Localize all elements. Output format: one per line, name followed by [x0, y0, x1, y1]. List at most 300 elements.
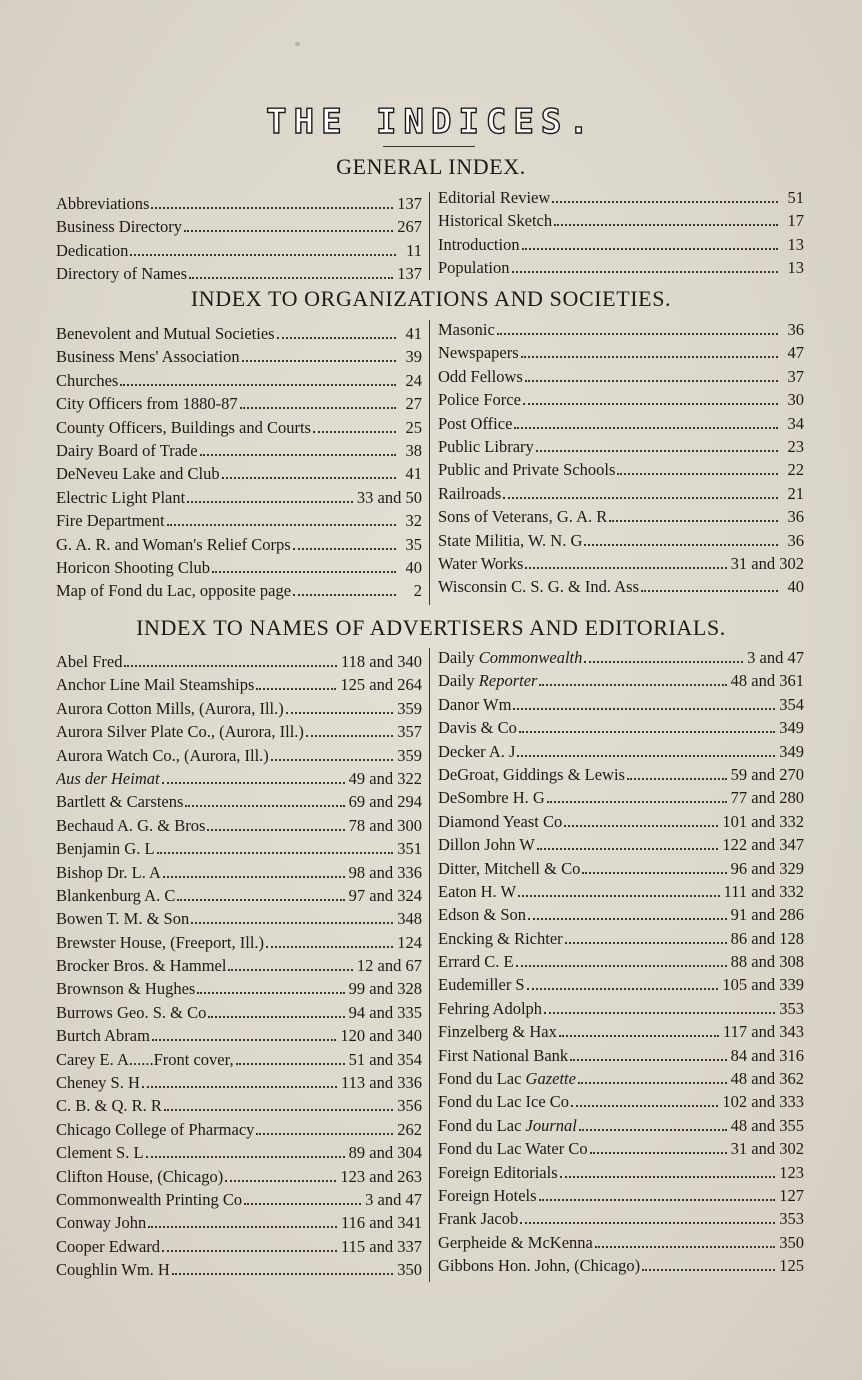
- organizations-index-left-column: [56, 322, 422, 603]
- index-entry-name: [438, 482, 501, 505]
- index-entry-page: 356: [397, 1096, 422, 1116]
- index-entry-name: [438, 927, 563, 950]
- index-entry-name: [56, 579, 291, 602]
- index-entry-title: Ditter, Mitchell & Co: [438, 858, 581, 878]
- index-entry-page: 12 and 67: [356, 956, 422, 976]
- index-entry-page: 41: [405, 464, 422, 484]
- index-entry: [438, 693, 804, 716]
- index-entry-title: G. A. R. and Woman's Relief Corps: [56, 534, 291, 554]
- index-entry-title: C. B. & Q. R. R: [56, 1096, 162, 1116]
- index-entry: [56, 1235, 422, 1258]
- dot-leader: [521, 348, 778, 358]
- index-entry: [56, 462, 422, 485]
- index-entry-name: [56, 533, 291, 556]
- dot-leader: [514, 419, 778, 429]
- dot-leader: [525, 559, 726, 569]
- index-entry-title: Railroads: [438, 483, 502, 503]
- index-entry-page: 99 and 328: [348, 979, 422, 999]
- dot-leader: [293, 586, 396, 596]
- index-entry: [438, 482, 804, 505]
- index-entry-page: 48 and 361: [730, 671, 804, 691]
- index-entry-page: 98 and 336: [348, 862, 422, 882]
- dot-leader: [225, 1172, 336, 1182]
- dot-leader: [208, 1008, 344, 1018]
- general-index-heading: GENERAL INDEX.: [336, 154, 526, 179]
- dot-leader: [271, 751, 393, 761]
- index-entry: [56, 416, 422, 439]
- dot-leader: [240, 399, 396, 409]
- index-entry-name: [438, 716, 517, 739]
- index-entry: [438, 857, 804, 880]
- index-entry-page: 267: [397, 217, 422, 237]
- index-entry-title: Dedication: [56, 240, 129, 260]
- index-entry-name: [56, 1024, 150, 1047]
- index-entry-title: Eaton H. W: [438, 881, 517, 901]
- index-entry-name: [56, 509, 165, 532]
- index-entry-page: 27: [405, 394, 422, 414]
- index-entry-page: 359: [397, 698, 422, 718]
- index-entry: [56, 1211, 422, 1234]
- index-entry-name: [56, 239, 128, 262]
- dot-leader: [130, 246, 396, 256]
- dot-leader: [172, 1265, 393, 1275]
- dot-leader: [539, 676, 726, 686]
- index-entry-page: 51: [787, 188, 804, 207]
- index-entry-title: Fehring Adolph: [438, 998, 543, 1018]
- index-entry-title: Clifton House, (Chicago): [56, 1166, 224, 1186]
- index-entry-page: 122 and 347: [722, 835, 804, 855]
- index-entry-title: Post Office: [438, 413, 513, 433]
- index-entry-name: [438, 740, 515, 763]
- dot-leader: [167, 516, 396, 526]
- index-entry-page: 350: [779, 1232, 804, 1252]
- index-entry: [438, 458, 804, 481]
- index-entry-page: 3 and 47: [365, 1189, 422, 1209]
- index-entry-name: [56, 697, 284, 720]
- index-entry: [56, 954, 422, 977]
- index-entry-name: [438, 693, 511, 716]
- index-entry-page: 40: [787, 577, 804, 597]
- index-entry-title: Masonic: [438, 320, 495, 339]
- dot-leader: [522, 240, 778, 250]
- index-entry-name: [438, 318, 495, 341]
- index-entry-page: 125 and 264: [340, 675, 422, 695]
- dot-leader: [590, 1144, 727, 1154]
- index-entry-page: 101 and 332: [722, 811, 804, 831]
- index-entry: [56, 533, 422, 556]
- index-entry: [56, 907, 422, 930]
- dot-leader: [627, 770, 727, 780]
- index-entry-page: 89 and 304: [348, 1143, 422, 1163]
- dot-leader: [609, 512, 778, 522]
- index-entry-title: Burtch Abram: [56, 1026, 150, 1046]
- index-entry: [56, 767, 422, 790]
- dot-leader: [212, 563, 396, 573]
- index-entry: [56, 579, 422, 602]
- index-entry-name: [56, 954, 226, 977]
- dot-leader: [142, 1078, 337, 1088]
- index-entry-page: 69 and 294: [348, 792, 422, 812]
- index-entry-page: 77 and 280: [730, 788, 804, 808]
- index-entry-page: 359: [397, 745, 422, 765]
- index-entry-page: 36: [787, 530, 804, 550]
- organizations-index-right-column: [438, 318, 804, 599]
- index-entry-name: [438, 1137, 588, 1160]
- index-entry-name: [56, 861, 161, 884]
- index-entry-name: [56, 486, 185, 509]
- index-entry: [438, 927, 804, 950]
- index-entry-page: 125: [779, 1256, 804, 1276]
- dot-leader: [306, 727, 393, 737]
- dot-leader: [222, 469, 396, 479]
- index-entry-title: Chicago College of Pharmacy: [56, 1119, 255, 1139]
- index-entry: [56, 861, 422, 884]
- index-entry-name: [56, 1211, 146, 1234]
- index-entry-page: 48 and 362: [730, 1069, 804, 1089]
- index-entry: [438, 1254, 804, 1277]
- index-entry: [438, 1090, 804, 1113]
- index-entry-name: [438, 857, 580, 880]
- index-entry-name: [438, 1114, 577, 1137]
- index-entry-title: Introduction: [438, 234, 520, 254]
- general-index-divider: [429, 192, 430, 280]
- index-entry-title: Blankenburg A. C: [56, 885, 176, 905]
- index-entry: [56, 1001, 422, 1024]
- index-entry: [56, 556, 422, 579]
- index-entry-page: 39: [405, 347, 422, 367]
- index-entry: [56, 1141, 422, 1164]
- dot-leader: [544, 1004, 775, 1014]
- index-entry-page: 22: [787, 460, 804, 480]
- index-entry-page: 354: [779, 694, 804, 714]
- index-entry-page: 34: [787, 413, 804, 433]
- index-entry: [56, 1071, 422, 1094]
- dot-leader: [151, 199, 393, 209]
- dot-leader: [164, 1101, 393, 1111]
- dot-leader: [185, 797, 344, 807]
- index-entry: [56, 650, 422, 673]
- index-entry-title: Churches: [56, 370, 119, 390]
- index-entry-title: Gazette: [525, 1069, 576, 1089]
- index-entry-prefix: Fond du Lac: [438, 1069, 526, 1089]
- index-entry-name: [438, 412, 512, 435]
- dot-leader: [584, 653, 743, 663]
- index-entry: [438, 763, 804, 786]
- index-entry-title: Bechaud A. G. & Bros: [56, 815, 206, 835]
- index-entry-name: [56, 345, 240, 368]
- dot-leader: [191, 914, 393, 924]
- dot-leader: [148, 1218, 337, 1228]
- index-entry-title: Business Directory: [56, 217, 183, 237]
- index-entry-title: Reporter: [478, 671, 538, 691]
- index-entry-title: Wisconsin C. S. G. & Ind. Ass: [438, 577, 640, 597]
- index-entry: [56, 720, 422, 743]
- index-entry: [56, 931, 422, 954]
- index-entry: [438, 903, 804, 926]
- index-entry-title: Horicon Shooting Club: [56, 557, 211, 577]
- dot-leader: [187, 493, 353, 503]
- advertisers-index-right-column: [438, 646, 804, 1278]
- index-entry-title: Brocker Bros. & Hammel: [56, 956, 227, 976]
- index-entry: [438, 318, 804, 341]
- dot-leader: [584, 536, 778, 546]
- index-entry-name: [438, 186, 550, 209]
- index-entry-page: 349: [779, 741, 804, 761]
- index-entry-title: Frank Jacob: [438, 1209, 519, 1229]
- index-entry-title: Commonwealth: [478, 648, 583, 667]
- index-entry-title: Directory of Names: [56, 264, 188, 284]
- index-entry-page: 36: [787, 507, 804, 527]
- dot-leader: [120, 376, 396, 386]
- index-entry-title: Sons of Veterans, G. A. R: [438, 507, 608, 527]
- index-entry-page: 124: [397, 932, 422, 952]
- index-entry: [56, 392, 422, 415]
- index-entry-page: 25: [405, 417, 422, 437]
- index-entry-page: 13: [787, 234, 804, 254]
- index-entry-page: 33 and 50: [356, 487, 422, 507]
- index-entry: [438, 973, 804, 996]
- dot-leader: [641, 582, 778, 592]
- index-entry: [56, 1118, 422, 1141]
- index-entry: [438, 810, 804, 833]
- index-entry-page: 123 and 263: [340, 1166, 422, 1186]
- index-entry-title: Danor Wm: [438, 694, 512, 714]
- index-entry-name: [56, 416, 311, 439]
- index-entry-name: [438, 1067, 576, 1090]
- index-entry-name: [438, 458, 615, 481]
- index-entry-page: 123: [779, 1162, 804, 1182]
- index-entry: [56, 369, 422, 392]
- index-entry: [438, 1231, 804, 1254]
- index-entry-name: [56, 884, 175, 907]
- index-entry-name: [438, 786, 545, 809]
- index-entry-title: Cheney S. H: [56, 1073, 140, 1093]
- index-entry-name: [56, 814, 205, 837]
- index-entry-page: 105 and 339: [722, 975, 804, 995]
- dot-leader: [520, 1214, 775, 1224]
- index-entry: [438, 388, 804, 411]
- index-entry-name: [56, 1235, 160, 1258]
- index-entry-name: [438, 810, 562, 833]
- dot-leader: [565, 934, 727, 944]
- index-entry-title: Gibbons Hon. John, (Chicago): [438, 1256, 641, 1276]
- index-entry-title: Abbreviations: [56, 194, 150, 213]
- advertisers-index-divider: [429, 648, 430, 1282]
- index-entry-page: 349: [779, 718, 804, 738]
- index-entry-name: [438, 575, 639, 598]
- index-entry-page: 88 and 308: [730, 952, 804, 972]
- index-entry-name: [56, 439, 198, 462]
- index-entry-name: [56, 262, 187, 285]
- index-entry: [438, 1044, 804, 1067]
- index-entry-page: 24: [405, 370, 422, 390]
- index-entry-title: Diamond Yeast Co: [438, 811, 563, 831]
- index-entry-name: [56, 215, 182, 238]
- dot-leader: [236, 1055, 345, 1065]
- index-entry-title: Water Works: [438, 553, 524, 573]
- index-entry: [438, 435, 804, 458]
- index-entry-title: Brewster House, (Freeport, Ill.): [56, 932, 265, 952]
- index-entry-name: [56, 790, 183, 813]
- index-entry-title: Edson & Son: [438, 905, 527, 925]
- index-entry-page: 116 and 341: [341, 1213, 422, 1233]
- index-entry-page: 357: [397, 722, 422, 742]
- index-entry-name: [438, 950, 514, 973]
- index-entry-page: 49 and 322: [348, 768, 422, 788]
- index-entry-page: 262: [397, 1119, 422, 1139]
- dot-leader: [313, 423, 396, 433]
- index-entry-page: 94 and 335: [348, 1002, 422, 1022]
- index-entry: [56, 814, 422, 837]
- index-entry-name: [438, 973, 525, 996]
- index-entry-page: 47: [787, 343, 804, 363]
- dot-leader: [518, 887, 720, 897]
- index-entry: [56, 192, 422, 215]
- index-entry-name: [438, 997, 542, 1020]
- index-entry-title: Finzelberg & Hax: [438, 1022, 557, 1042]
- dot-leader: [559, 1027, 719, 1037]
- index-entry-page: 118 and 340: [341, 652, 422, 671]
- dot-leader: [162, 774, 345, 784]
- dot-leader: [503, 489, 778, 499]
- index-entry-page: 31 and 302: [730, 553, 804, 573]
- index-entry-page: 59 and 270: [730, 764, 804, 784]
- index-entry-title: Fond du Lac Water Co: [438, 1139, 588, 1159]
- index-entry-title: Police Force: [438, 390, 521, 410]
- dot-leader: [539, 1191, 776, 1201]
- index-entry-title: Business Mens' Association: [56, 347, 240, 367]
- index-entry-name: [56, 837, 155, 860]
- index-entry-title: Aus der Heimat: [56, 768, 160, 788]
- index-entry: [438, 256, 804, 279]
- index-entry-page: 97 and 324: [348, 885, 422, 905]
- index-entry-title: Odd Fellows: [438, 366, 523, 386]
- index-entry: [438, 575, 804, 598]
- index-entry-name: [56, 977, 195, 1000]
- dot-leader: [497, 325, 778, 335]
- index-entry-name: [56, 650, 122, 673]
- index-entry-page: 117 and 343: [723, 1022, 804, 1042]
- index-entry-title: Brownson & Hughes: [56, 979, 196, 999]
- index-entry-page: 37: [787, 366, 804, 386]
- index-entry-page: 30: [787, 390, 804, 410]
- dot-leader: [242, 352, 396, 362]
- index-entry: [438, 365, 804, 388]
- dot-leader: [146, 1148, 345, 1158]
- index-entry-prefix: Daily: [438, 648, 479, 667]
- index-entry-page: 78 and 300: [348, 815, 422, 835]
- index-entry-name: [56, 192, 149, 215]
- index-entry: [56, 322, 422, 345]
- index-entry-name: [56, 1071, 140, 1094]
- dot-leader: [293, 540, 396, 550]
- dot-leader: [536, 442, 778, 452]
- index-entry-name: [56, 720, 304, 743]
- dot-leader: [157, 844, 394, 854]
- index-entry-title: Newspapers: [438, 343, 519, 363]
- index-entry-title: Bartlett & Carstens: [56, 792, 184, 812]
- index-entry-title: Fond du Lac Ice Co: [438, 1092, 570, 1112]
- index-entry-title: Encking & Richter: [438, 928, 563, 948]
- index-entry-name: [56, 1094, 162, 1117]
- index-entry: [438, 341, 804, 364]
- index-entry-title: Public Library: [438, 436, 534, 456]
- index-entry: [56, 345, 422, 368]
- index-entry-name: [56, 1141, 144, 1164]
- index-entry-title: Dairy Board of Trade: [56, 440, 198, 460]
- index-entry-page: 36: [787, 320, 804, 339]
- index-entry: [56, 1258, 422, 1281]
- index-entry-page: 41: [405, 324, 422, 343]
- index-entry: [56, 837, 422, 860]
- index-entry-name: [438, 256, 510, 279]
- index-entry-page: 2: [413, 581, 422, 601]
- index-entry-title: Electric Light Plant: [56, 487, 186, 507]
- general-index-left-column: [56, 192, 422, 286]
- dot-leader: [197, 984, 344, 994]
- index-entry-title: Aurora Watch Co., (Aurora, Ill.): [56, 745, 269, 765]
- index-entry-name: [56, 907, 189, 930]
- index-entry-page: 351: [397, 839, 422, 859]
- index-entry: [56, 486, 422, 509]
- index-entry-name: [438, 233, 520, 256]
- index-entry-page: 127: [779, 1185, 804, 1205]
- index-entry-title: State Militia, W. N. G: [438, 530, 583, 550]
- index-entry-name: [438, 646, 582, 669]
- index-entry: [438, 786, 804, 809]
- index-entry-title: Aurora Cotton Mills, (Aurora, Ill.): [56, 698, 284, 718]
- index-entry-name: [438, 209, 552, 232]
- index-entry: [56, 790, 422, 813]
- index-entry-title: City Officers from 1880-87: [56, 394, 238, 414]
- dot-leader: [560, 1168, 776, 1178]
- index-entry-name: [438, 341, 519, 364]
- organizations-index-divider: [429, 320, 430, 605]
- index-entry-title: Foreign Editorials: [438, 1162, 558, 1182]
- index-entry-title: Historical Sketch: [438, 211, 553, 231]
- dot-leader: [266, 938, 393, 948]
- index-entry-name: [56, 462, 220, 485]
- index-entry-title: Journal: [525, 1115, 577, 1135]
- index-entry-name: [438, 1020, 557, 1043]
- index-entry: [56, 439, 422, 462]
- index-entry-title: Abel Fred: [56, 652, 123, 671]
- index-entry-title: Cooper Edward: [56, 1236, 161, 1256]
- index-entry-title: Eudemiller S: [438, 975, 525, 995]
- index-entry: [438, 997, 804, 1020]
- index-entry-name: [438, 1231, 593, 1254]
- index-entry: [56, 1048, 422, 1071]
- index-entry-page: 21: [787, 483, 804, 503]
- index-entry-title: Bowen T. M. & Son: [56, 909, 190, 929]
- index-entry-page: 3 and 47: [747, 648, 804, 667]
- index-entry-title: Gerpheide & McKenna: [438, 1232, 593, 1252]
- index-entry: [56, 697, 422, 720]
- index-entry-title: Editorial Review: [438, 188, 551, 207]
- dot-leader: [516, 957, 727, 967]
- dot-leader: [523, 395, 778, 405]
- index-entry-name: [438, 833, 535, 856]
- index-entry: [438, 669, 804, 692]
- index-entry: [438, 1184, 804, 1207]
- index-entry-name: [438, 435, 534, 458]
- index-entry-name: [438, 1161, 558, 1184]
- index-entry-title: Decker A. J: [438, 741, 516, 761]
- index-entry-title: Errard C. E: [438, 952, 514, 972]
- index-entry: [438, 1114, 804, 1137]
- index-entry-prefix: Daily: [438, 671, 479, 691]
- dot-leader: [579, 1121, 727, 1131]
